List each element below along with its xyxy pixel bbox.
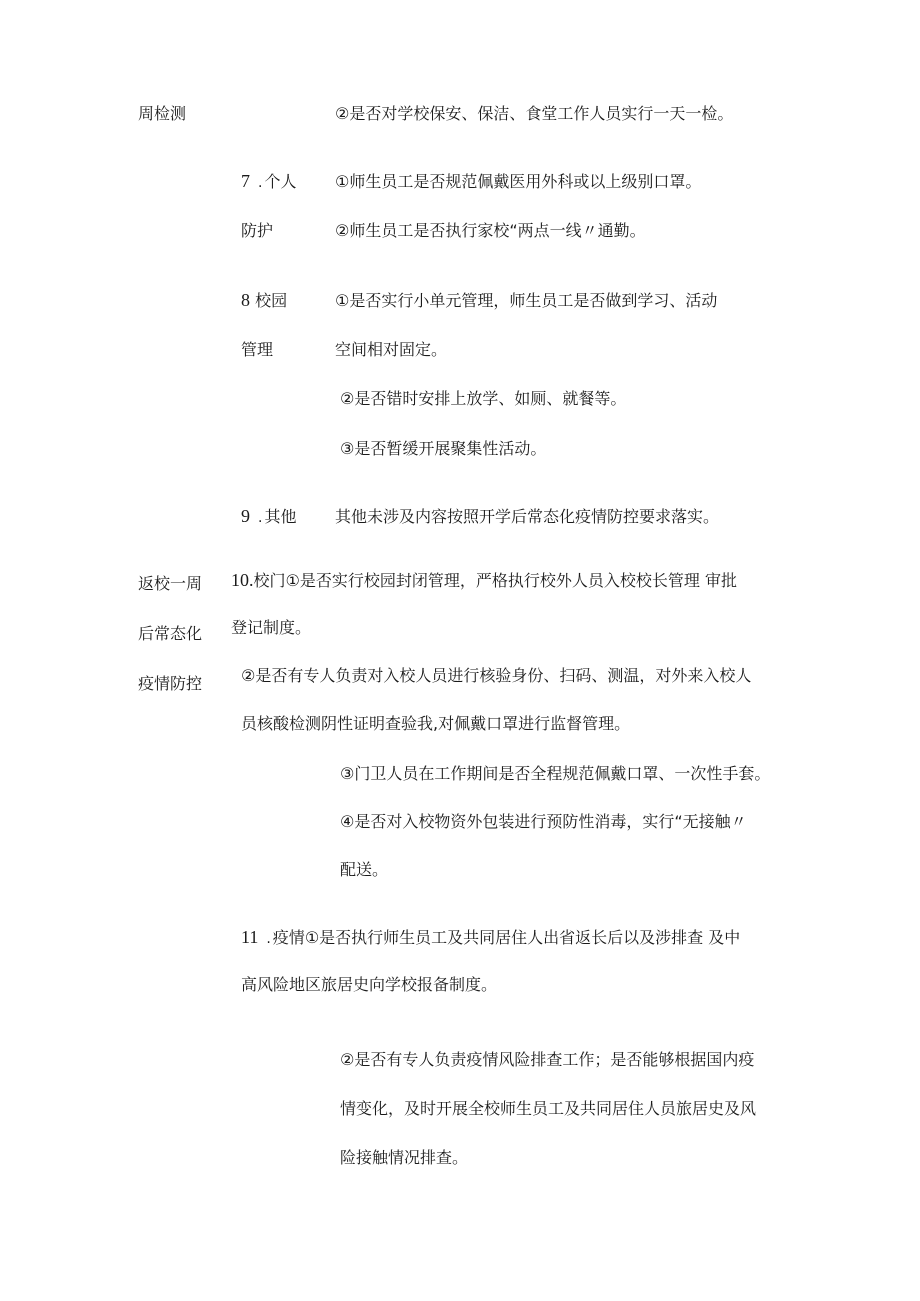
section-label-line-1: 返校一周	[138, 574, 203, 593]
item-11-line-2b: 情变化，及时开展全校师生员工及共同居住人员旅居史及风	[340, 1099, 757, 1118]
item-10-line-4b: 配送。	[340, 860, 389, 879]
item-11-heading	[241, 927, 740, 949]
item-11-line-2: ②是否有专人负责疫情风险排查工作；是否能够根据国内疫	[340, 1050, 755, 1069]
item-10-line-2b: 员核酸检测阴性证明查验我,对佩戴口罩进行监督管理。	[241, 714, 631, 733]
prev-item-line-2: ②是否对学校保安、保洁、食堂工作人员实行一天一检。	[335, 104, 734, 123]
item-10-heading	[231, 570, 737, 591]
item-9-dot: .	[258, 510, 263, 526]
item-8-title-a: 校园	[255, 291, 288, 310]
item-8-line-3: ③是否暂缓开展聚集性活动。	[340, 439, 547, 458]
item-7-line-1: ①师生员工是否规范佩戴医用外科或以上级别口罩。	[335, 172, 702, 191]
item-10-line-2: ②是否有专人负责对入校人员进行核验身份、扫码、测温，对外来入校人	[241, 666, 752, 685]
item-8-line-2: ②是否错时安排上放学、如厕、就餐等。	[340, 389, 627, 408]
item-10-title: 校门	[253, 571, 286, 590]
item-9-title: 其他	[264, 507, 297, 526]
item-11-line-1b: 高风险地区旅居史向学校报备制度。	[241, 975, 498, 994]
section-label-weekly-check: 周检测	[138, 104, 187, 123]
item-8-title-b: 管理	[241, 340, 274, 359]
item-10-number: 10.	[231, 570, 254, 590]
item-11-dot: .	[266, 931, 271, 947]
item-11-title: 疫情	[272, 928, 305, 947]
item-8-number: 8	[241, 290, 250, 310]
item-11-number: 11	[241, 927, 259, 947]
item-7-number: 7	[241, 171, 250, 191]
item-8-line-1b: 空间相对固定。	[335, 340, 448, 359]
item-10-line-1: ①是否实行校园封闭管理，严格执行校外人员入校校长管理 审批	[285, 571, 737, 590]
item-10-line-1b: 登记制度。	[231, 618, 312, 637]
item-9-line-1: 其他未涉及内容按照开学后常态化疫情防控要求落实。	[335, 507, 720, 526]
item-7-dot: .	[258, 175, 263, 191]
item-7-title-b: 防护	[241, 221, 274, 240]
item-7-title-a: 个人	[264, 172, 297, 191]
item-10-line-3: ③门卫人员在工作期间是否全程规范佩戴口罩、一次性手套。	[340, 764, 771, 783]
item-8-heading	[241, 290, 287, 311]
item-8-line-1: ①是否实行小单元管理，师生员工是否做到学习、活动	[335, 291, 718, 310]
item-11-line-1: ①是否执行师生员工及共同居住人出省返长后以及涉排查 及中	[304, 928, 741, 947]
item-9-number: 9	[241, 506, 250, 526]
item-11-line-2c: 险接触情况排查。	[340, 1148, 469, 1167]
item-7-heading	[241, 171, 296, 193]
item-9-heading	[241, 506, 296, 528]
section-label-line-3: 疫情防控	[138, 674, 203, 693]
item-7-line-2: ②师生员工是否执行家校“两点一线〃通勤。	[335, 221, 646, 240]
section-label-line-2: 后常态化	[138, 624, 203, 643]
item-10-line-4: ④是否对入校物资外包装进行预防性消毒，实行“无接触〃	[340, 812, 747, 831]
